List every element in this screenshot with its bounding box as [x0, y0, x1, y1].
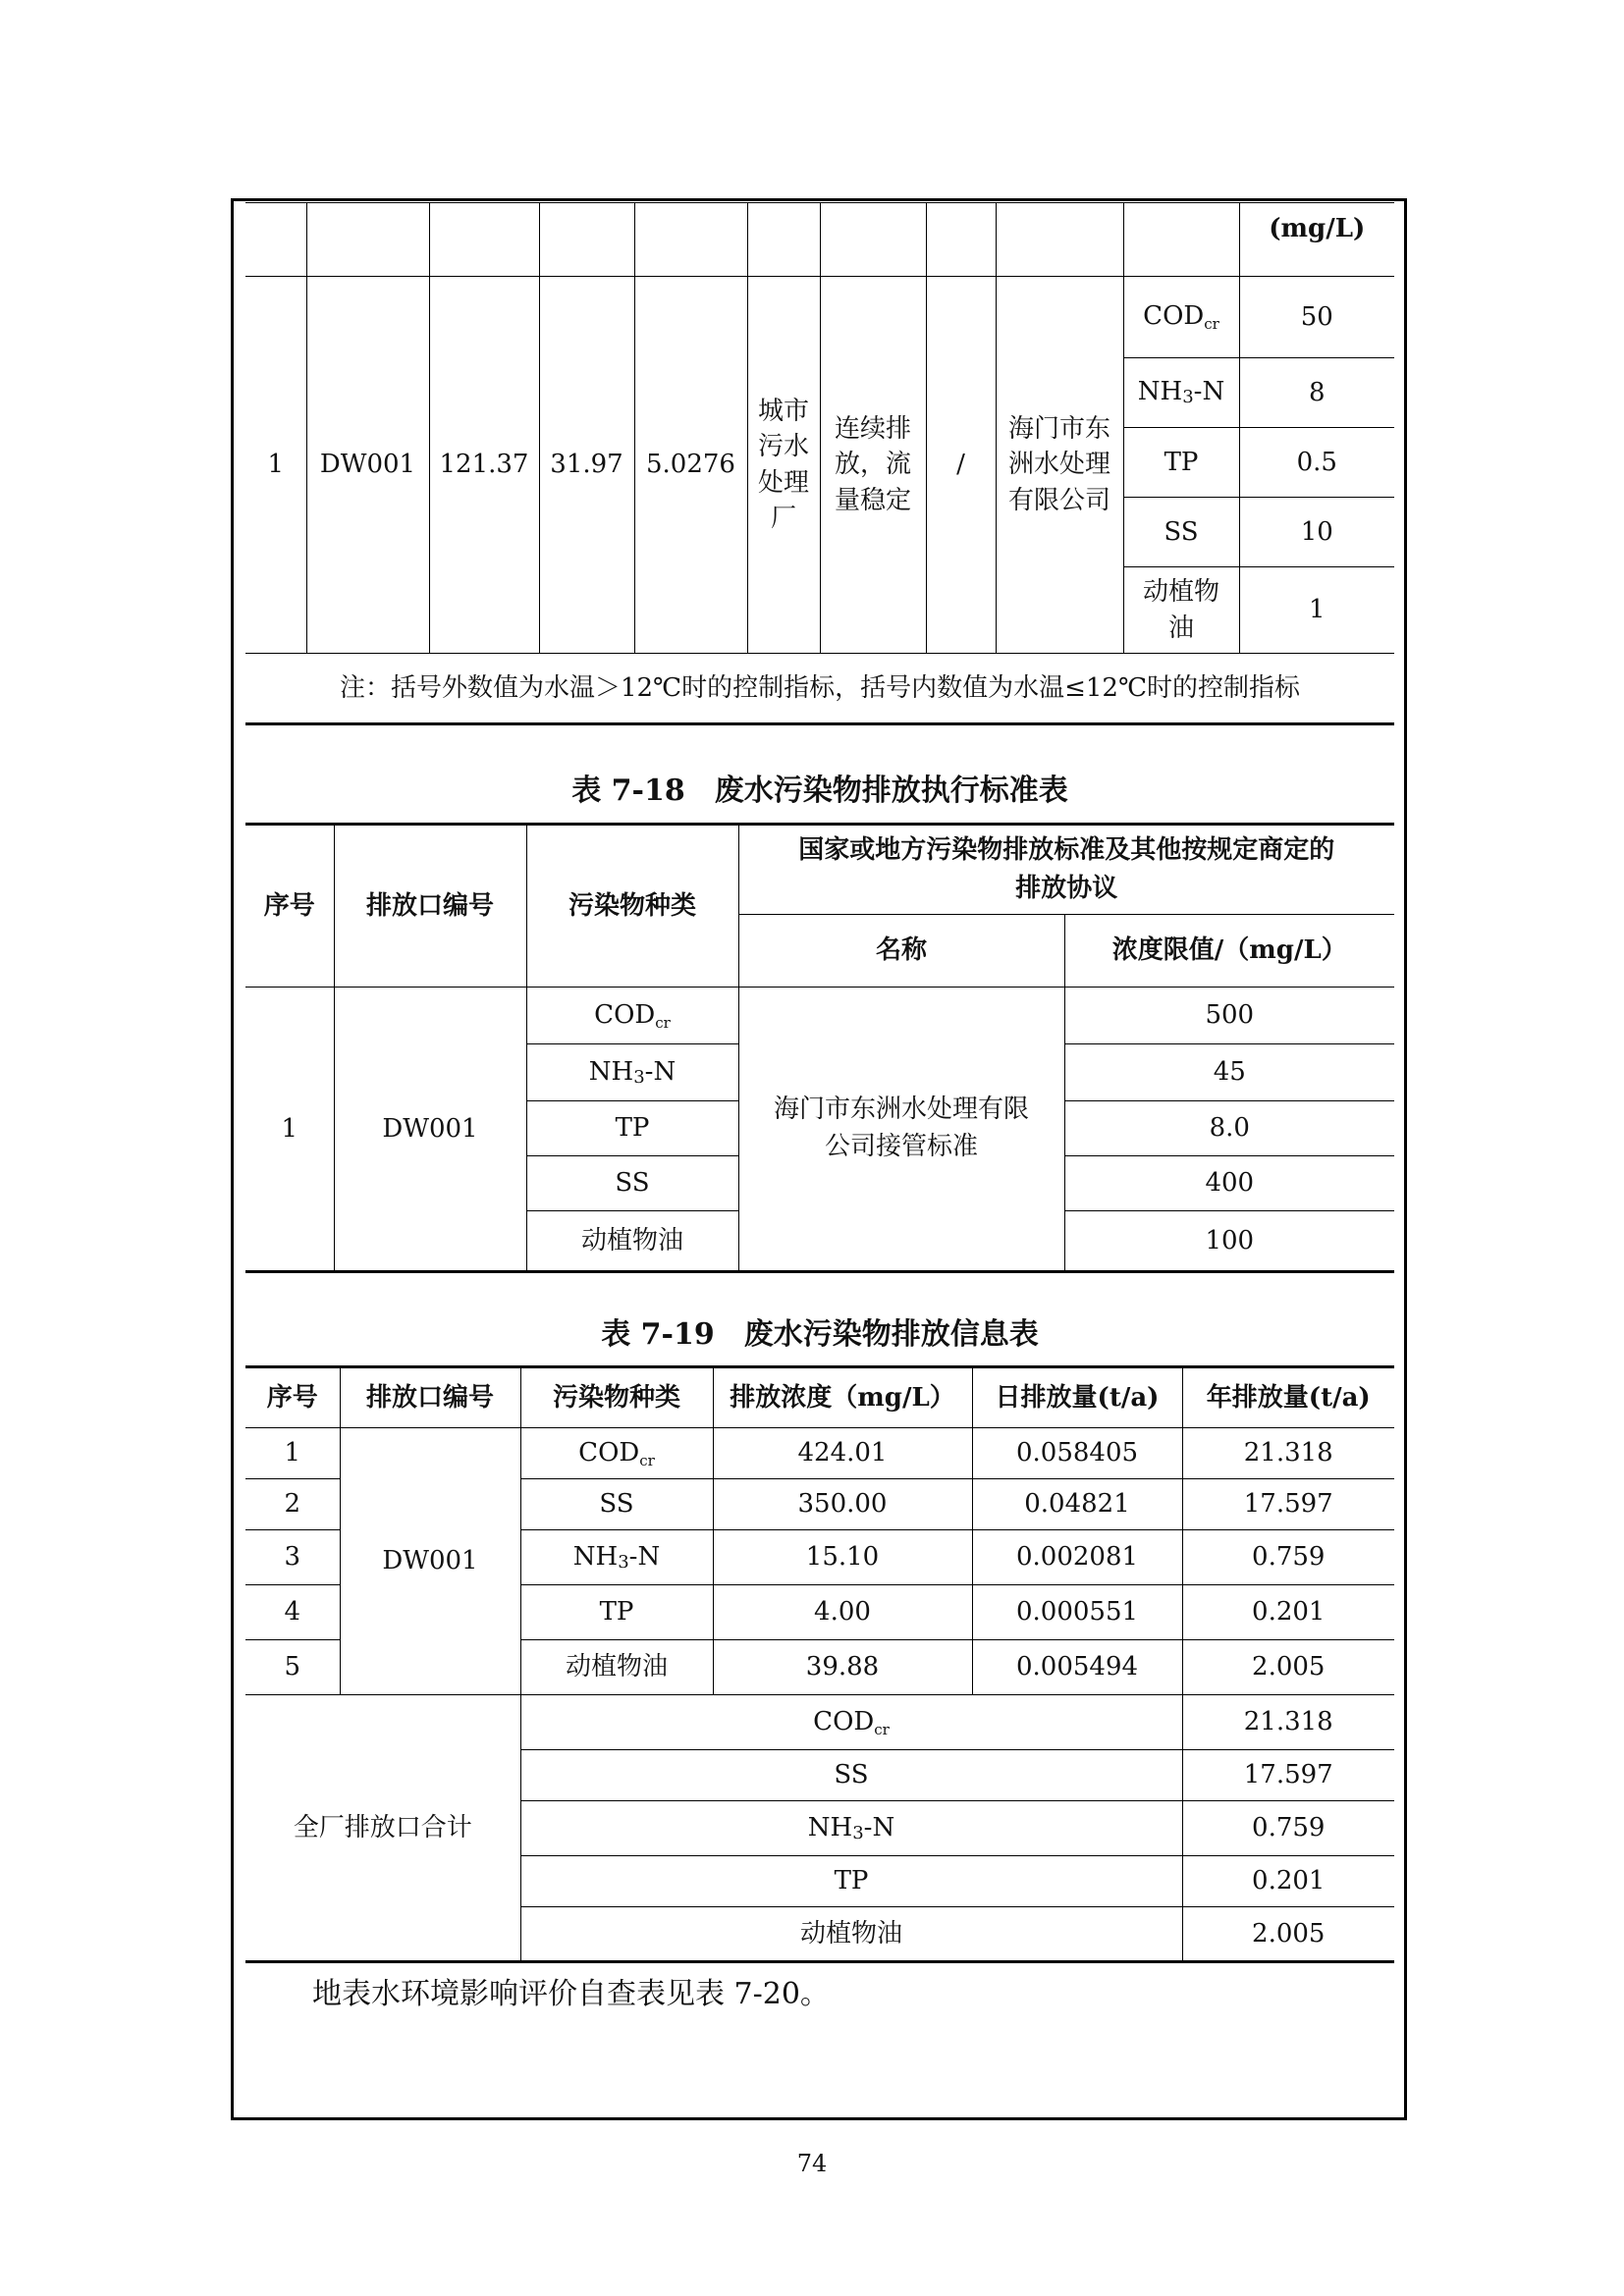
pollutant-cell: SS [520, 1479, 713, 1530]
daily-cell: 0.058405 [972, 1428, 1182, 1479]
header-cell [820, 203, 926, 277]
latitude-cell: 31.97 [539, 277, 634, 654]
value-cell: 10 [1239, 498, 1394, 567]
period-cell: / [926, 277, 996, 654]
limit-cell: 45 [1064, 1044, 1394, 1101]
table-18-title: 表 7-18 废水污染物排放执行标准表 [571, 774, 1068, 808]
outlet-id-cell: DW001 [306, 277, 429, 654]
total-pollutant-cell: $NH_3-N$ [520, 1801, 1182, 1856]
header-cell [1123, 203, 1239, 277]
header-cell [539, 203, 634, 277]
pollutant-cell: 动植物油 [520, 1640, 713, 1695]
table-19-title: 表 7-19 废水污染物排放信息表 [601, 1317, 1039, 1352]
total-annual-cell: 17.597 [1182, 1750, 1394, 1801]
seq-cell: 5 [245, 1640, 340, 1695]
seq-cell: 4 [245, 1585, 340, 1640]
pollutant-cell: $COD_{cr}$ [1123, 277, 1239, 358]
limit-cell: 100 [1064, 1211, 1394, 1272]
reference-paragraph: 地表水环境影响评价自查表见表 7-20。 [312, 1977, 830, 2011]
daily-cell: 0.000551 [972, 1585, 1182, 1640]
page-number: 74 [796, 2150, 828, 2177]
header-cell [429, 203, 539, 277]
flow-cell: 5.0276 [634, 277, 747, 654]
receiving-plant-cell: 海门市东 洲水处理 有限公司 [996, 277, 1123, 654]
table-note: 注：括号外数值为水温＞12℃时的控制指标，括号内数值为水温≤12℃时的控制指标 [245, 654, 1394, 724]
concentration-cell: 350.00 [713, 1479, 972, 1530]
pollutant-cell: $NH_3-N$ [1123, 358, 1239, 428]
table-18 [245, 823, 1394, 1273]
concentration-cell: 39.88 [713, 1640, 972, 1695]
pollutant-cell: 动植物 油 [1123, 567, 1239, 654]
destination-cell: 城市 污水 处理 厂 [747, 277, 820, 654]
col-header-standard: 国家或地方污染物排放标准及其他按规定商定的 排放协议 [738, 825, 1394, 915]
table-19 [245, 1365, 1394, 1963]
pollutant-cell: SS [526, 1156, 738, 1211]
outlet-id-cell: DW001 [334, 988, 526, 1272]
pollutant-cell: $COD_{cr}$ [520, 1428, 713, 1479]
total-annual-cell: 2.005 [1182, 1907, 1394, 1962]
pollutant-cell: 动植物油 [526, 1211, 738, 1272]
plant-total-label: 全厂排放口合计 [245, 1695, 520, 1962]
annual-cell: 0.201 [1182, 1585, 1394, 1640]
col-header-limit: 浓度限值/（mg/L） [1064, 915, 1394, 988]
pollutant-cell: TP [1123, 428, 1239, 498]
seq-cell: 3 [245, 1530, 340, 1585]
total-annual-cell: 21.318 [1182, 1695, 1394, 1750]
limit-cell: 400 [1064, 1156, 1394, 1211]
seq-cell: 1 [245, 277, 306, 654]
col-header-name: 名称 [738, 915, 1064, 988]
total-pollutant-cell: $COD_{cr}$ [520, 1695, 1182, 1750]
annual-cell: 2.005 [1182, 1640, 1394, 1695]
col-header-outlet: 排放口编号 [340, 1367, 520, 1428]
pollutant-cell: TP [526, 1101, 738, 1156]
total-pollutant-cell: SS [520, 1750, 1182, 1801]
col-header-outlet: 排放口编号 [334, 825, 526, 988]
seq-cell: 1 [245, 1428, 340, 1479]
value-cell: 1 [1239, 567, 1394, 654]
col-header-seq: 序号 [245, 825, 334, 988]
value-cell: 50 [1239, 277, 1394, 358]
total-pollutant-cell: TP [520, 1856, 1182, 1907]
header-cell [926, 203, 996, 277]
discharge-outlet-table-continued [245, 202, 1394, 725]
concentration-cell: 15.10 [713, 1530, 972, 1585]
total-pollutant-cell: 动植物油 [520, 1907, 1182, 1962]
outlet-id-cell: DW001 [340, 1428, 520, 1695]
col-header-daily: 日排放量(t/a) [972, 1367, 1182, 1428]
limit-cell: 500 [1064, 988, 1394, 1044]
header-cell [747, 203, 820, 277]
value-cell: 8 [1239, 358, 1394, 428]
col-header-annual: 年排放量(t/a) [1182, 1367, 1394, 1428]
pollutant-cell: SS [1123, 498, 1239, 567]
col-header-seq: 序号 [245, 1367, 340, 1428]
concentration-cell: 4.00 [713, 1585, 972, 1640]
discharge-mode-cell: 连续排 放，流 量稳定 [820, 277, 926, 654]
header-cell [245, 203, 306, 277]
concentration-cell: 424.01 [713, 1428, 972, 1479]
limit-cell: 8.0 [1064, 1101, 1394, 1156]
seq-cell: 2 [245, 1479, 340, 1530]
pollutant-cell: TP [520, 1585, 713, 1640]
daily-cell: 0.04821 [972, 1479, 1182, 1530]
col-header-concentration: 排放浓度（mg/L） [713, 1367, 972, 1428]
pollutant-cell: $NH_3-N$ [526, 1044, 738, 1101]
pollutant-cell: $COD_{cr}$ [526, 988, 738, 1044]
longitude-cell: 121.37 [429, 277, 539, 654]
pollutant-cell: $NH_3-N$ [520, 1530, 713, 1585]
header-cell [306, 203, 429, 277]
total-annual-cell: 0.759 [1182, 1801, 1394, 1856]
header-cell [634, 203, 747, 277]
annual-cell: 21.318 [1182, 1428, 1394, 1479]
unit-header: (mg/L) [1239, 203, 1394, 277]
annual-cell: 0.759 [1182, 1530, 1394, 1585]
col-header-pollutant: 污染物种类 [526, 825, 738, 988]
header-cell [996, 203, 1123, 277]
total-annual-cell: 0.201 [1182, 1856, 1394, 1907]
seq-cell: 1 [245, 988, 334, 1272]
annual-cell: 17.597 [1182, 1479, 1394, 1530]
standard-name-cell: 海门市东洲水处理有限 公司接管标准 [738, 988, 1064, 1272]
daily-cell: 0.002081 [972, 1530, 1182, 1585]
col-header-pollutant: 污染物种类 [520, 1367, 713, 1428]
daily-cell: 0.005494 [972, 1640, 1182, 1695]
value-cell: 0.5 [1239, 428, 1394, 498]
